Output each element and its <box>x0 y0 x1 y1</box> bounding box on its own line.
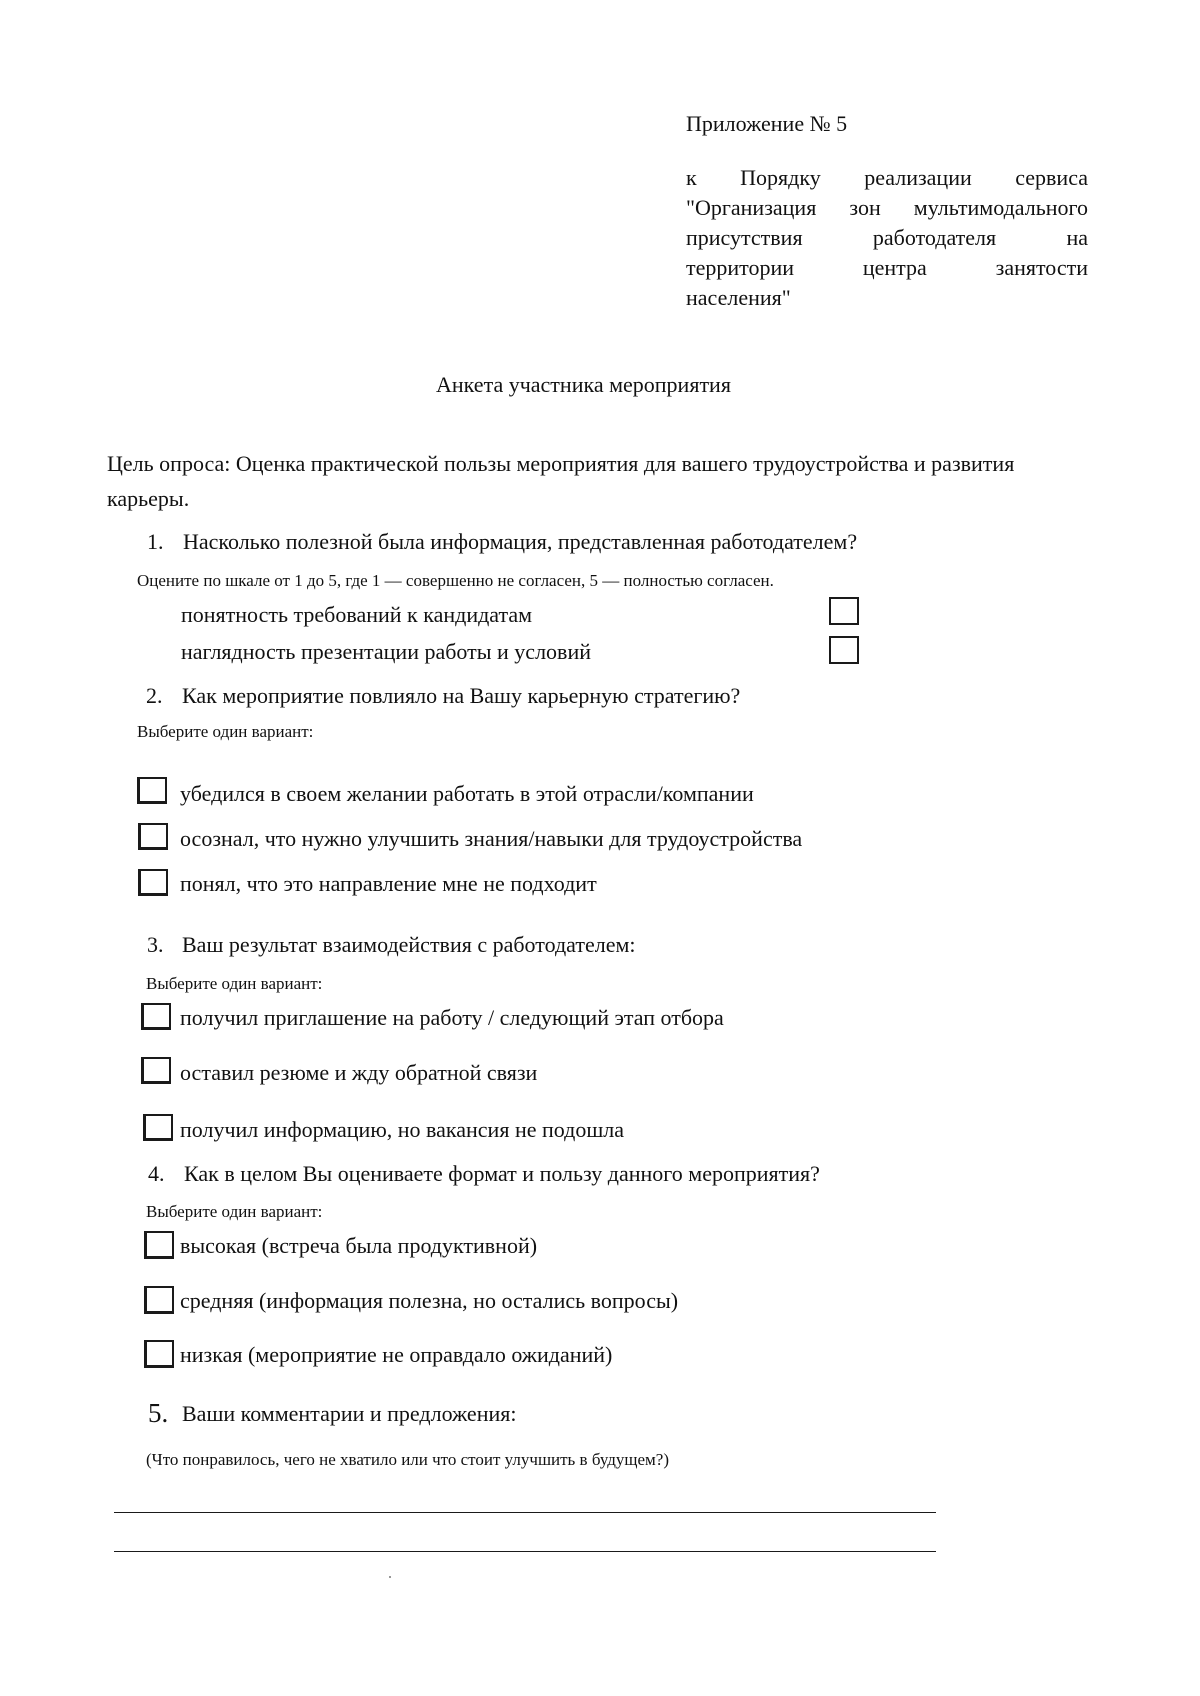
q2-number: 2. <box>146 683 163 708</box>
q2-hint: Выберите один вариант: <box>137 722 314 741</box>
appendix-line: территории центра занятости <box>686 255 1088 280</box>
appendix-line: населения" <box>686 285 791 310</box>
appendix-title: Приложение № 5 <box>686 111 848 136</box>
q4-option-label: низкая (мероприятие не оправдало ожиданий) <box>180 1342 613 1367</box>
comment-line-2[interactable] <box>114 1551 936 1552</box>
q1-item-2-checkbox[interactable] <box>829 636 859 664</box>
form-title: Анкета участника мероприятия <box>436 372 731 397</box>
q3-option-3-checkbox[interactable] <box>143 1114 173 1141</box>
q2-option-3-checkbox[interactable] <box>138 869 168 896</box>
q1-number: 1. <box>147 529 164 554</box>
q3-option-label: оставил резюме и жду обратной связи <box>180 1060 538 1085</box>
q4-option-label: средняя (информация полезна, но остались вопросы) <box>180 1288 679 1313</box>
q3-option-label: получил информацию, но вакансия не подошла <box>180 1117 625 1142</box>
q4-text: Как в целом Вы оцениваете формат и пользу данного мероприятия? <box>184 1161 820 1186</box>
q4-hint: Выберите один вариант: <box>146 1202 323 1221</box>
q4-number: 4. <box>148 1161 165 1186</box>
q3-hint: Выберите один вариант: <box>146 974 323 993</box>
appendix-line: к Порядку реализации сервиса <box>686 165 1088 190</box>
q1-item-label: наглядность презентации работы и условий <box>181 639 591 664</box>
q2-option-label: убедился в своем желании работать в этой отрасли/компании <box>180 781 754 806</box>
q4-option-3-checkbox[interactable] <box>144 1340 174 1368</box>
comment-line-1[interactable] <box>114 1512 936 1513</box>
appendix-line: "Организация зон мультимодального <box>686 195 1088 220</box>
appendix-reference <box>686 163 1088 313</box>
q4-option-1-checkbox[interactable] <box>144 1231 174 1259</box>
q1-hint: Оцените по шкале от 1 до 5, где 1 — совершенно не согласен, 5 — полностью согласен. <box>137 571 774 590</box>
q1-item-1-checkbox[interactable] <box>829 597 859 625</box>
q4-option-2-checkbox[interactable] <box>144 1286 174 1314</box>
q2-option-1-checkbox[interactable] <box>137 777 167 804</box>
q1-text: Насколько полезной была информация, представленная работодателем? <box>183 529 858 554</box>
q5-number: 5. <box>148 1398 169 1428</box>
q3-option-2-checkbox[interactable] <box>141 1057 171 1084</box>
q2-text: Как мероприятие повлияло на Вашу карьерную стратегию? <box>182 683 741 708</box>
q2-option-label: понял, что это направление мне не подходит <box>180 871 597 896</box>
survey-goal: Цель опроса: Оценка практической пользы мероприятия для вашего трудоустройства и развития карьеры. <box>107 451 1015 511</box>
q1-item-label: понятность требований к кандидатам <box>181 602 533 627</box>
scan-speck <box>389 1576 391 1578</box>
q4-option-label: высокая (встреча была продуктивной) <box>180 1233 538 1258</box>
q3-option-label: получил приглашение на работу / следующий этап отбора <box>180 1005 724 1030</box>
q3-number: 3. <box>147 932 164 957</box>
q3-text: Ваш результат взаимодействия с работодателем: <box>182 932 636 957</box>
q3-option-1-checkbox[interactable] <box>141 1003 171 1030</box>
q5-hint: (Что понравилось, чего не хватило или что стоит улучшить в будущем?) <box>146 1450 670 1469</box>
q5-text: Ваши комментарии и предложения: <box>182 1401 517 1426</box>
appendix-line: присутствия работодателя на <box>686 225 1088 250</box>
q2-option-2-checkbox[interactable] <box>138 823 168 850</box>
q2-option-label: осознал, что нужно улучшить знания/навыки для трудоустройства <box>180 826 803 851</box>
